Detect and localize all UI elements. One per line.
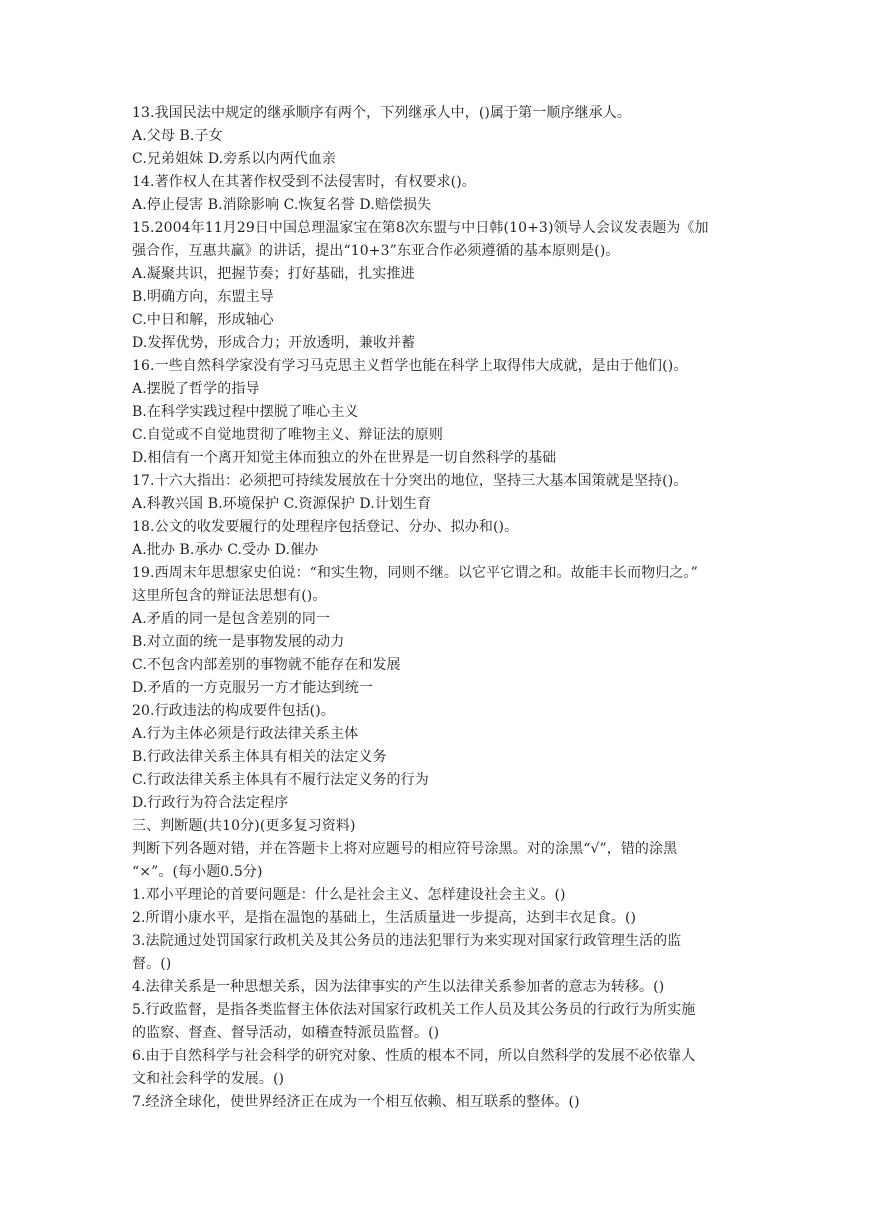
question-13: 13.我国民法中规定的继承顺序有两个，下列继承人中，()属于第一顺序继承人。 (132, 105, 631, 121)
option-line: C.不包含内部差别的事物就不能存在和发展 (132, 657, 401, 673)
option-line: A.父母 B.子女 (132, 128, 223, 144)
judgment-4: 4.法律关系是一种思想关系，因为法律事实的产生以法律关系参加者的意志为转移。() (132, 979, 665, 995)
option-line: D.矛盾的一方克服另一方才能达到统一 (132, 680, 373, 696)
question-20: 20.行政违法的构成要件包括()。 (132, 703, 335, 719)
option-line: D.行政行为符合法定程序 (132, 795, 289, 811)
option-line: A.摆脱了哲学的指导 (132, 381, 260, 397)
judgment-5: 5.行政监督，是指各类监督主体依法对国家行政机关工作人员及其公务员的行政行为所实施 (132, 1002, 696, 1018)
judgment-3-cont: 督。() (132, 956, 172, 972)
option-line: D.发挥优势，形成合力；开放透明，兼收并蓄 (132, 335, 416, 351)
option-line: A.凝聚共识，把握节奏；打好基础，扎实推进 (132, 266, 415, 282)
question-15-cont: 强合作，互惠共赢》的讲话，提出“10+3”东亚合作必须遵循的基本原则是()。 (132, 243, 620, 259)
option-line: B.在科学实践过程中摆脱了唯心主义 (132, 404, 359, 420)
option-line: A.行为主体必须是行政法律关系主体 (132, 726, 359, 742)
option-line: B.行政法律关系主体具有相关的法定义务 (132, 749, 387, 765)
option-line: B.对立面的统一是事物发展的动力 (132, 634, 345, 650)
question-19: 19.西周末年思想家史伯说：“和实生物，同则不继。以它平它谓之和。故能丰长而物归之。” (132, 565, 698, 581)
option-line: A.批办 B.承办 C.受办 D.催办 (132, 542, 319, 558)
judgment-5-cont: 的监察、督查、督导活动，如稽查特派员监督。() (132, 1025, 440, 1041)
option-line: A.矛盾的同一是包含差别的同一 (132, 611, 331, 627)
judgment-2: 2.所谓小康水平，是指在温饱的基础上，生活质量进一步提高，达到丰衣足食。() (132, 910, 637, 926)
question-18: 18.公文的收发要履行的处理程序包括登记、分办、拟办和()。 (132, 519, 519, 535)
option-line: C.中日和解，形成轴心 (132, 312, 274, 328)
section-instructions: 判断下列各题对错，并在答题卡上将对应题号的相应符号涂黑。对的涂黑“√”，错的涂黑 (132, 841, 678, 857)
question-17: 17.十六大指出：必须把可持续发展放在十分突出的地位，坚持三大基本国策就是坚持()。 (132, 473, 688, 489)
judgment-6-cont: 文和社会科学的发展。() (132, 1071, 285, 1087)
judgment-3: 3.法院通过处罚国家行政机关及其公务员的违法犯罪行为来实现对国家行政管理生活的监 (132, 933, 682, 949)
judgment-1: 1.邓小平理论的首要问题是：什么是社会主义、怎样建设社会主义。() (132, 887, 566, 903)
question-19-cont: 这里所包含的辩证法思想有()。 (132, 588, 327, 604)
option-line: C.兄弟姐妹 D.旁系以内两代血亲 (132, 151, 336, 167)
section-heading: 三、判断题(共10分)(更多复习资料) (132, 818, 356, 834)
option-line: A.停止侵害 B.消除影响 C.恢复名誉 D.赔偿损失 (132, 197, 432, 213)
section-instructions-cont: “×”。(每小题0.5分) (132, 864, 263, 880)
option-line: C.自觉或不自觉地贯彻了唯物主义、辩证法的原则 (132, 427, 443, 443)
question-15: 15.2004年11月29日中国总理温家宝在第8次东盟与中日韩(10+3)领导人会议发表题为《加 (132, 220, 709, 236)
judgment-7: 7.经济全球化，使世界经济正在成为一个相互依赖、相互联系的整体。() (132, 1094, 580, 1110)
document-body (132, 102, 742, 1114)
question-14: 14.著作权人在其著作权受到不法侵害时，有权要求()。 (132, 174, 476, 190)
option-line: B.明确方向，东盟主导 (132, 289, 274, 305)
question-16: 16.一些自然科学家没有学习马克思主义哲学也能在科学上取得伟大成就，是由于他们()。 (132, 358, 688, 374)
option-line: A.科教兴国 B.环境保护 C.资源保护 D.计划生育 (132, 496, 432, 512)
judgment-6: 6.由于自然科学与社会科学的研究对象、性质的根本不同，所以自然科学的发展不必依靠人 (132, 1048, 696, 1064)
option-line: D.相信有一个离开知觉主体而独立的外在世界是一切自然科学的基础 (132, 450, 557, 466)
option-line: C.行政法律关系主体具有不履行法定义务的行为 (132, 772, 429, 788)
